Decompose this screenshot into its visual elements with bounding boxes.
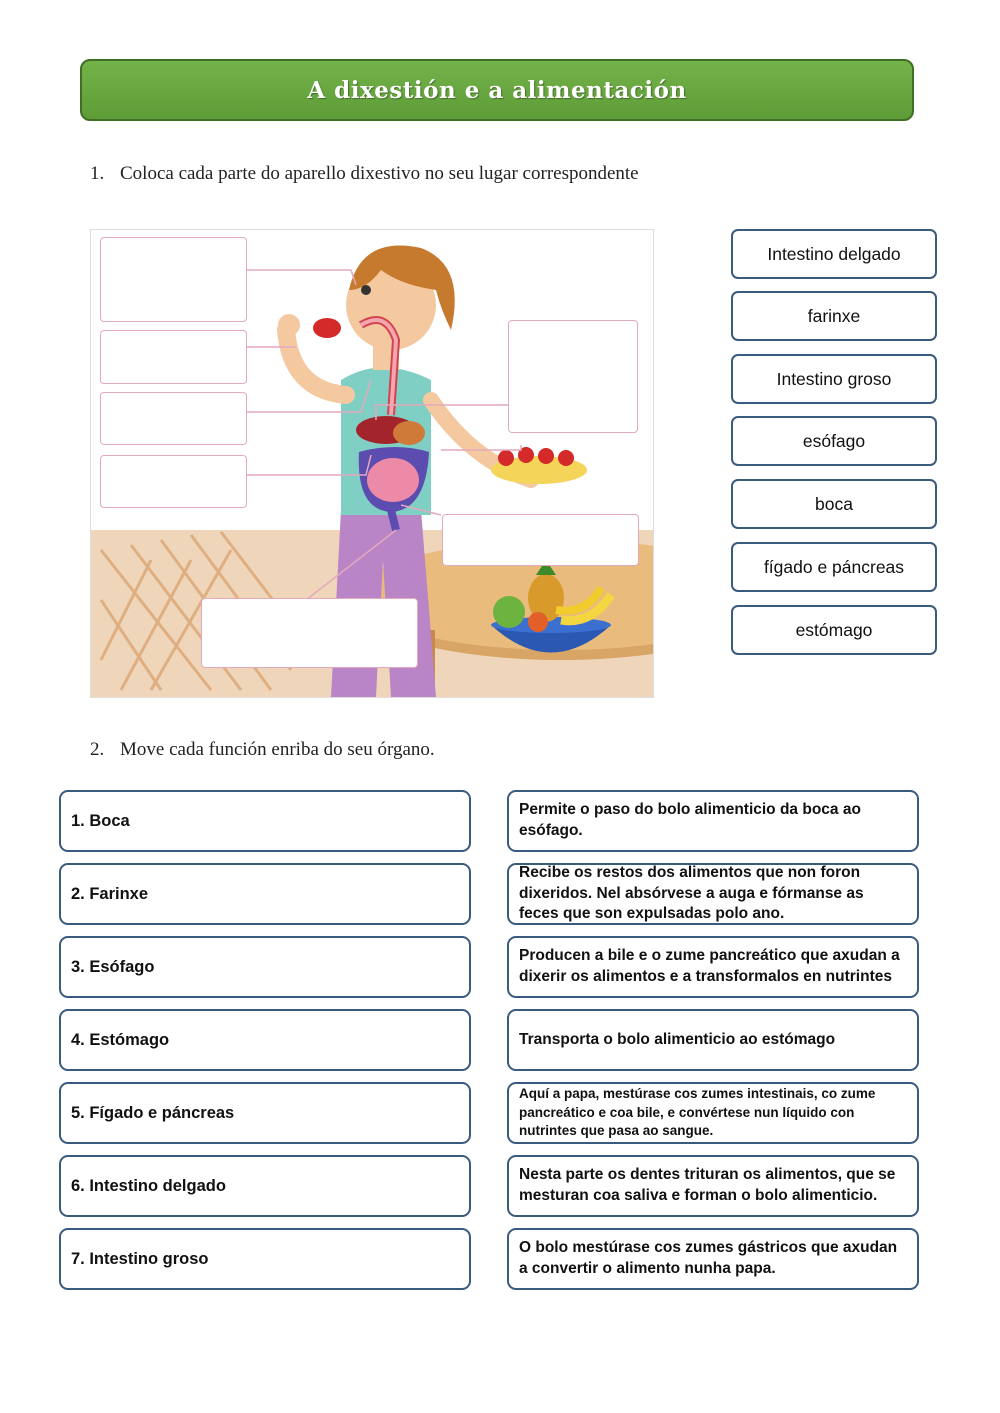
word-tile-estomago[interactable]: estómago [731, 605, 937, 655]
organ-box-farinxe[interactable]: 2. Farinxe [59, 863, 471, 925]
digestive-system-illustration [90, 229, 654, 698]
word-tile-esofago[interactable]: esófago [731, 416, 937, 466]
organ-box-boca[interactable]: 1. Boca [59, 790, 471, 852]
drop-slot-1[interactable] [100, 237, 247, 322]
function-card-7[interactable]: O bolo mestúrase cos zumes gástricos que axudan a convertir o alimento nunha papa. [507, 1228, 919, 1290]
organ-box-intestino-groso[interactable]: 7. Intestino groso [59, 1228, 471, 1290]
word-tile-intestino-delgado[interactable]: Intestino delgado [731, 229, 937, 279]
instruction-1-number: 1. [90, 163, 105, 184]
function-card-3[interactable]: Producen a bile e o zume pancreático que axudan a dixerir os alimentos e a transformalos en nutrintes [507, 936, 919, 998]
word-tile-intestino-groso[interactable]: Intestino groso [731, 354, 937, 404]
function-card-1[interactable]: Permite o paso do bolo alimenticio da boca ao esófago. [507, 790, 919, 852]
drop-slot-3[interactable] [100, 392, 247, 445]
drop-slot-2[interactable] [100, 330, 247, 384]
instruction-2-number: 2. [90, 739, 105, 760]
organ-box-intestino-delgado[interactable]: 6. Intestino delgado [59, 1155, 471, 1217]
drop-slot-4[interactable] [100, 455, 247, 508]
organ-box-esofago[interactable]: 3. Esófago [59, 936, 471, 998]
drop-slot-7[interactable] [201, 598, 418, 668]
function-card-4[interactable]: Transporta o bolo alimenticio ao estómago [507, 1009, 919, 1071]
drop-slot-5[interactable] [508, 320, 638, 433]
word-tile-farinxe[interactable]: farinxe [731, 291, 937, 341]
word-tile-boca[interactable]: boca [731, 479, 937, 529]
drop-slot-6[interactable] [442, 514, 639, 566]
page-title: A dixestión e a alimentación [307, 76, 687, 104]
organ-box-figado-pancreas[interactable]: 5. Fígado e páncreas [59, 1082, 471, 1144]
function-card-6[interactable]: Nesta parte os dentes trituran os alimentos, que se mesturan coa saliva e forman o bolo alimenticio. [507, 1155, 919, 1217]
instruction-2-text: Move cada función enriba do seu órgano. [120, 739, 435, 760]
instruction-1-text: Coloca cada parte do aparello dixestivo no seu lugar correspondente [120, 163, 639, 184]
organ-box-estomago[interactable]: 4. Estómago [59, 1009, 471, 1071]
instruction-1 [90, 163, 639, 185]
function-card-5[interactable]: Aquí a papa, mestúrase cos zumes intestinais, co zume pancreático e coa bile, e convértese nun líquido con nutrintes que pasa ao sangue. [507, 1082, 919, 1144]
function-card-2[interactable]: Recibe os restos dos alimentos que non foron dixeridos. Nel absórvese a auga e fórmanse as feces que son expulsadas polo ano. [507, 863, 919, 925]
title-banner [80, 59, 914, 121]
instruction-2 [90, 739, 435, 761]
word-tile-figado-pancreas[interactable]: fígado e páncreas [731, 542, 937, 592]
